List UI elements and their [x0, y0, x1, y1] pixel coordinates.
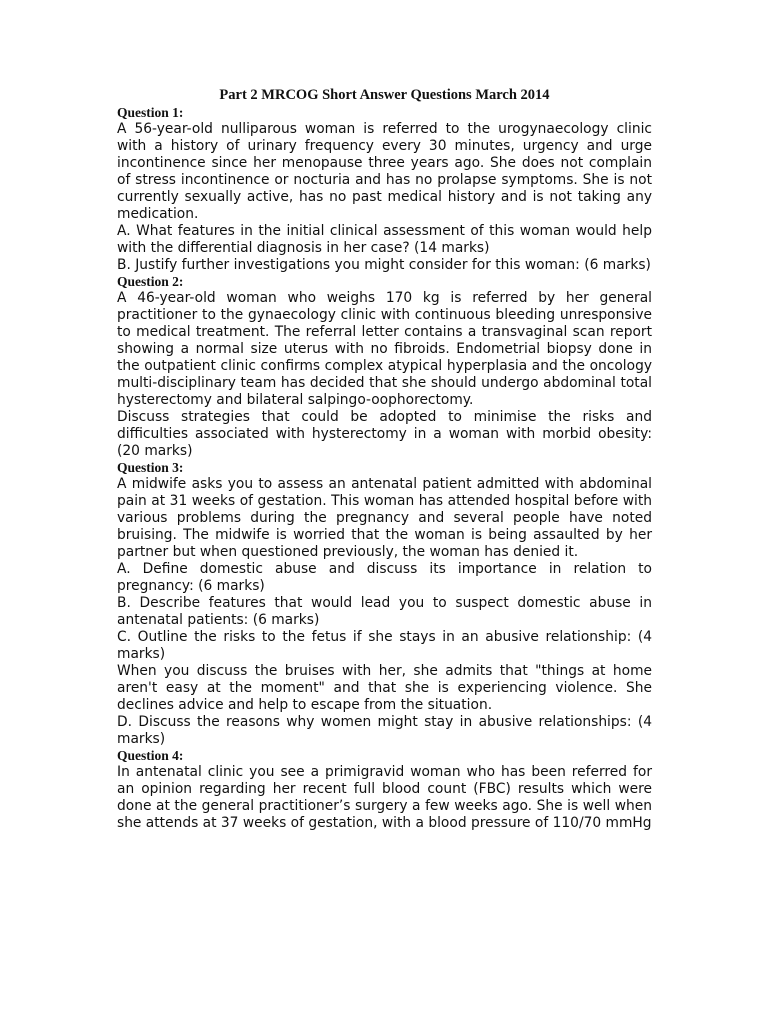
document-page	[117, 86, 652, 832]
question-paragraph: A 46-year-old woman who weighs 170 kg is referred by her general practitioner to the gynaecology clinic with continuous bleeding unresponsive to medical treatment. The referral letter contains a transvaginal scan report showing a normal size uterus with no fibroids. Endometrial biopsy done in the outpatient clinic confirms complex atypical hyperplasia and the oncology multi-disciplinary team has decided that she should undergo abdominal total hysterectomy and bilateral salpingo-oophorectomy.	[117, 290, 652, 408]
question-paragraph: A 56-year-old nulliparous woman is referred to the urogynaecology clinic with a history of urinary frequency every 30 minutes, urgency and urge incontinence since her menopause three years ago. She does not complain of stress incontinence or nocturia and has no prolapse symptoms. She is not currently sexually active, has no past medical history and is not taking any medication.	[117, 121, 652, 222]
question-2	[117, 274, 652, 460]
question-paragraph: Discuss strategies that could be adopted to minimise the risks and difficulties associated with hysterectomy in a woman with morbid obesity: (20 marks)	[117, 409, 652, 459]
question-paragraph: C. Outline the risks to the fetus if she stays in an abusive relationship: (4 marks)	[117, 629, 652, 662]
question-4	[117, 748, 652, 832]
question-3	[117, 460, 652, 748]
question-paragraph: A midwife asks you to assess an antenatal patient admitted with abdominal pain at 31 weeks of gestation. This woman has attended hospital before with various problems during the pregnancy and several people have noted bruising. The midwife is worried that the woman is being assaulted by her partner but when questioned previously, the woman has denied it.	[117, 476, 652, 560]
document-title: Part 2 MRCOG Short Answer Questions March 2014	[219, 87, 550, 103]
question-heading: Question 3:	[117, 460, 184, 475]
question-paragraph: When you discuss the bruises with her, she admits that "things at home aren't easy at the moment" and that she is experiencing violence. She declines advice and help to escape from the situation.	[117, 663, 652, 713]
question-paragraph: D. Discuss the reasons why women might stay in abusive relationships: (4 marks)	[117, 714, 652, 747]
question-heading: Question 1:	[117, 105, 184, 120]
question-paragraph: B. Describe features that would lead you to suspect domestic abuse in antenatal patients: (6 marks)	[117, 595, 652, 628]
question-1	[117, 105, 652, 274]
question-paragraph: B. Justify further investigations you might consider for this woman: (6 marks)	[117, 257, 651, 273]
question-paragraph: In antenatal clinic you see a primigravid woman who has been referred for an opinion regarding her recent full blood count (FBC) results which were done at the general practitioner’s surgery a few weeks ago. She is well when she attends at 37 weeks of gestation, with a blood pressure of 110/70 mmHg	[117, 764, 652, 831]
question-paragraph: A. Define domestic abuse and discuss its importance in relation to pregnancy: (6 marks)	[117, 561, 652, 594]
question-paragraph: A. What features in the initial clinical assessment of this woman would help with the differential diagnosis in her case? (14 marks)	[117, 223, 652, 256]
question-heading: Question 2:	[117, 274, 184, 289]
question-heading: Question 4:	[117, 748, 184, 763]
